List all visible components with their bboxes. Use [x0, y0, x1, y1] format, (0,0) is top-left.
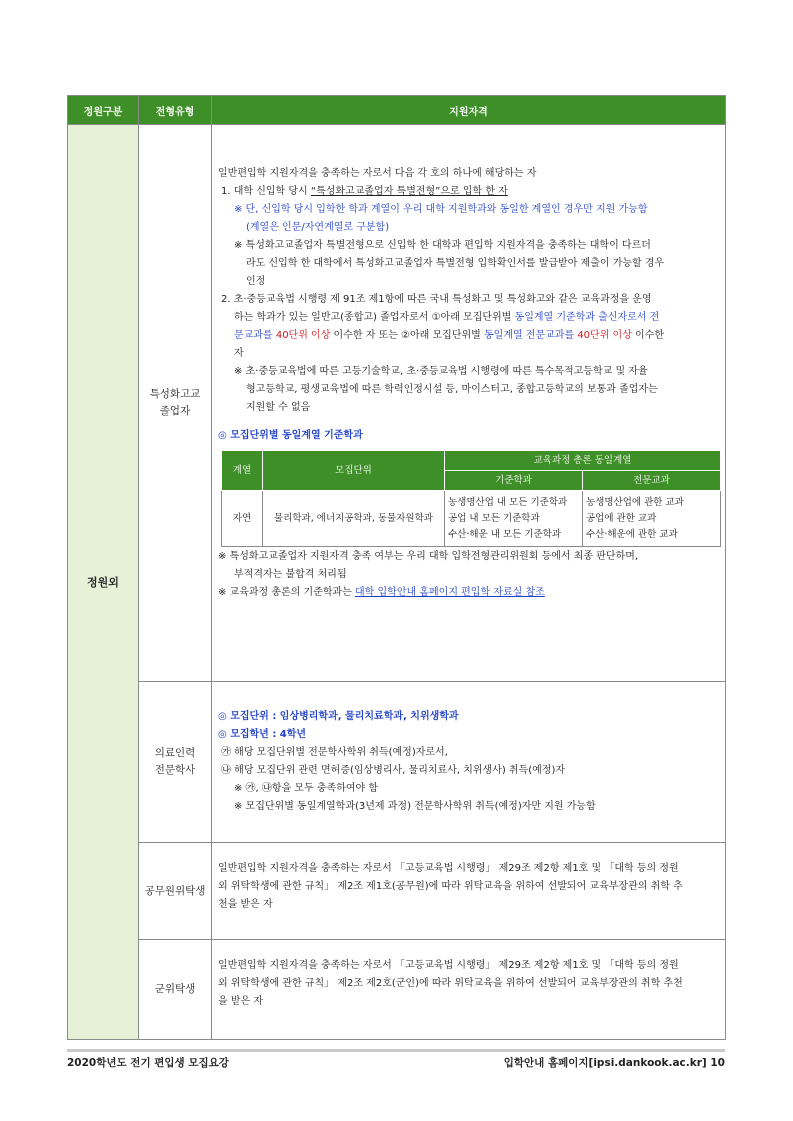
item-2c-part6: 이수한: [631, 330, 665, 341]
th-field: 계열: [222, 451, 263, 491]
cell-field: 자연: [222, 491, 263, 547]
header-type: 전형유형: [139, 96, 212, 125]
row-military: [68, 940, 726, 1040]
section-title: ◎ 모집단위별 동일계열 기준학과: [218, 430, 363, 441]
row-medical-associate: [68, 682, 726, 843]
subj-line-1: 농생명산업에 관한 교과: [586, 496, 684, 508]
note-2a: ※ 특성화고교졸업자 특별전형으로 신입학 한 대학과 편입학 지원자격을 충족하는 대학이 다르더: [234, 240, 651, 251]
dept-line-1: 농생명산업 내 모든 기준학과: [448, 496, 568, 508]
recruit-unit-line: ◎ 모집단위 : 임상병리학과, 물리치료학과, 치위생학과: [218, 711, 459, 722]
note-1a: ※ 단, 신입학 당시 입학한 학과 계열이 우리 대학 지원학과와 동일한 계열인 경우만 지원 가능함: [234, 204, 648, 215]
row-civil-servant: [68, 843, 726, 940]
note-both: ※ ㉮, ㉯항을 모두 충족하여야 함: [234, 783, 379, 794]
footer-title: 2020학년도 전기 편입생 모집요강: [67, 1057, 229, 1069]
cell-dept: [445, 491, 583, 547]
th-dept: 기준학과: [445, 471, 583, 491]
qualification-cell-medical: [212, 682, 726, 843]
note-3c: 지원할 수 없음: [246, 402, 311, 413]
th-subj: 전문교과: [583, 471, 721, 491]
item-2c-part2: 40단위 이상: [275, 330, 331, 341]
subj-line-3: 수산·해운에 관한 교과: [586, 528, 678, 540]
cell-subj: [583, 491, 721, 547]
condition-b: ㉯ 해당 모집단위 관련 면허증(임상병리사, 물리치료사, 치위생사) 취득(예정)자: [221, 765, 566, 776]
note-2b: 라도 신입학 한 대학에서 특성화고교졸업자 특별전형 입학확인서를 발급받아 제출이 가능할 경우: [246, 258, 665, 269]
foot-note-2: [218, 584, 719, 602]
military-line-1: 일반편입학 지원자격을 충족하는 자로서 「고등교육법 시행령」 제29조 제2항 제1호 및 「대학 등의 정원: [218, 960, 679, 971]
th-group: 교육과정 총론 동일계열: [445, 451, 721, 471]
category-label: 정원외: [87, 576, 119, 589]
type-cell-military: [139, 940, 212, 1040]
type-label-line2: 전문학사: [154, 764, 196, 776]
condition-a: ㉮ 해당 모집단위별 전문학사학위 취득(예정)자로서,: [221, 747, 448, 758]
table-header-row: [68, 96, 726, 125]
item-1: [218, 183, 719, 201]
item-2c-part4: 동일계열 전문교과를: [484, 330, 578, 341]
item-2b-highlight: 동일계열 기준학과 출신자로서 전: [514, 312, 660, 323]
header-qualification: 지원자격: [212, 96, 726, 125]
item-1-underlined: “특성화고교졸업자 특별전형”으로 입학 한 자: [310, 186, 508, 197]
type-label-line2: 졸업자: [159, 405, 191, 417]
table-row: [222, 491, 721, 547]
subj-line-2: 공업에 관한 교과: [586, 512, 657, 524]
footer-divider: [67, 1049, 725, 1052]
civil-line-3: 천을 받은 자: [218, 899, 273, 910]
row-vocational-graduate: [68, 125, 726, 682]
type-cell-civil: [139, 843, 212, 940]
qualification-cell-military: [212, 940, 726, 1040]
item-2c: [218, 327, 719, 345]
type-label: 군위탁생: [154, 983, 196, 995]
type-cell-medical: [139, 682, 212, 843]
civil-line-2: 외 위탁학생에 관한 규칙」 제2조 제1호(공무원)에 따라 위탁교육을 위하여 선발되어 교육부장관의 취학 추: [218, 881, 683, 892]
type-label-line1: 특성화고교: [149, 388, 201, 400]
military-line-3: 을 받은 자: [218, 996, 263, 1007]
item-2b: [218, 309, 719, 327]
civil-line-1: 일반편입학 지원자격을 충족하는 자로서 「고등교육법 시행령」 제29조 제2항 제1호 및 「대학 등의 정원: [218, 863, 679, 874]
type-cell-vocational: [139, 125, 212, 682]
cell-unit: 물리학과, 에너지공학과, 동물자원학과: [263, 491, 445, 547]
dept-line-2: 공업 내 모든 기준학과: [448, 512, 540, 524]
category-cell: [68, 125, 139, 1040]
foot-note-1b: 부적격자는 불합격 처리됨: [234, 569, 347, 580]
header-category: 정원구분: [68, 96, 139, 125]
related-dept-table: [221, 450, 721, 547]
item-2c-part1: 문교과를: [234, 330, 276, 341]
footer-page-info: 입학안내 홈페이지[ipsi.dankook.ac.kr] 10: [503, 1057, 725, 1069]
note-3year: ※ 모집단위별 동일계열학과(3년제 과정) 전문학사학위 취득(예정)자만 지원 가능함: [234, 801, 596, 812]
item-2a: 2. 초·중등교육법 시행령 제 91조 제1항에 따른 국내 특성화고 및 특성화고와 같은 교육과정을 운영: [221, 294, 652, 305]
foot-note-2-prefix: ※ 교육과정 총론의 기준학과는: [218, 587, 356, 598]
homepage-reference-link[interactable]: 대학 입학안내 홈페이지 편입학 자료실 참조: [355, 587, 545, 598]
intro-text: 일반편입학 지원자격을 충족하는 자로서 다음 각 호의 하나에 해당하는 자: [218, 168, 537, 179]
item-2c-part5: 40단위 이상: [577, 330, 632, 341]
th-unit: 모집단위: [263, 451, 445, 491]
type-label: 공무원위탁생: [144, 884, 206, 897]
note-2c: 인정: [246, 276, 266, 287]
note-3b: 형고등학교, 평생교육법에 따른 학력인정시설 등, 마이스터고, 종합고등학교의 보통과 졸업자는: [246, 384, 658, 395]
military-line-2: 외 위탁학생에 관한 규칙」 제2조 제2호(군인)에 따라 위탁교육을 위하여 선발되어 교육부장관의 취학 추천: [218, 978, 683, 989]
item-2c-part3: 이수한 자 또는 ②아래 모집단위별: [330, 330, 484, 341]
item-2b-text: 하는 학과가 있는 일반고(종합고) 졸업자로서 ①아래 모집단위별: [234, 312, 515, 323]
note-3a: ※ 초·중등교육법에 따른 고등기술학교, 초·중등교육법 시행령에 따른 특수목적고등학교 및 자율: [234, 366, 648, 377]
type-label-line1: 의료인력: [154, 747, 196, 759]
foot-note-1a: ※ 특성화고교졸업자 지원자격 충족 여부는 우리 대학 입학전형관리위원회 등에서 최종 판단하며,: [218, 551, 639, 562]
qualification-cell-civil: [212, 843, 726, 940]
qualification-cell-vocational: [212, 125, 726, 682]
admission-qualification-table: [67, 95, 726, 1040]
dept-line-3: 수산·해운 내 모든 기준학과: [448, 528, 562, 540]
recruit-grade-line: ◎ 모집학년 : 4학년: [218, 729, 307, 740]
item-2d: 자: [234, 348, 244, 359]
note-1b: (계열은 인문/자연계열로 구분함): [246, 222, 390, 233]
item-1-prefix: 1. 대학 신입학 당시: [221, 186, 311, 197]
